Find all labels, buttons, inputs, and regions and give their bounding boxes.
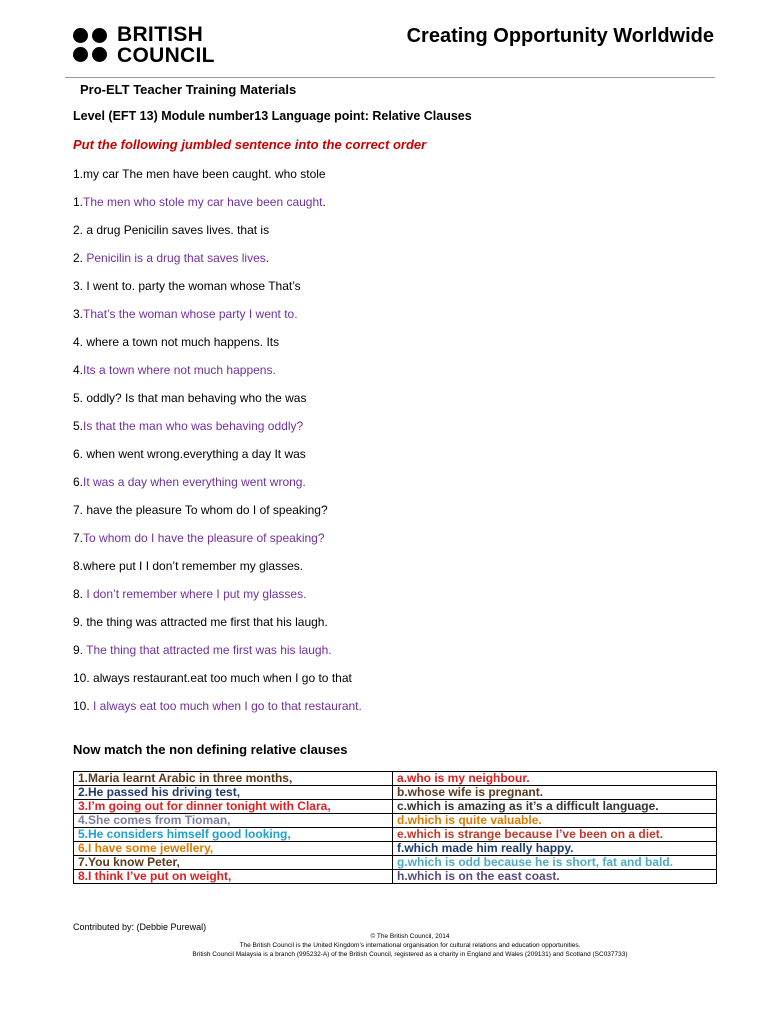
answer-number: 2. (73, 251, 87, 265)
answer-number: 3. (73, 307, 84, 321)
jumbled-sentence (73, 447, 306, 461)
jumbled-sentence (73, 503, 328, 517)
match-table (73, 771, 717, 884)
match-row (74, 870, 717, 884)
match-clause-left: 7.You know Peter, (74, 856, 393, 870)
footer-copyright: © The British Council, 2014 (370, 933, 450, 940)
jumbled-text: 3. I went to. party the woman whose That’s (73, 279, 301, 293)
jumbled-text: 10. always restaurant.eat too much when I go to that (73, 671, 352, 685)
answer-number: 1. (73, 195, 84, 209)
answer-tail: . (265, 251, 270, 265)
answer-number: 10. (73, 699, 94, 713)
jumbled-sentence (73, 671, 352, 685)
match-row (74, 800, 717, 814)
british-council-logo (73, 24, 223, 66)
answer-sentence (73, 251, 269, 265)
answer-text: The thing that attracted me first was his laugh. (86, 643, 332, 657)
match-row (74, 786, 717, 800)
answer-sentence (73, 643, 332, 657)
match-clause-left: 8.I think I’ve put on weight, (74, 870, 393, 884)
answer-sentence (73, 699, 362, 713)
jumbled-sentence (73, 559, 303, 573)
answer-number: 5. (73, 419, 84, 433)
logo-dots-icon (73, 28, 111, 66)
document-title: Pro-ELT Teacher Training Materials (80, 82, 297, 97)
answer-text: I always eat too much when I go to that restaurant. (93, 699, 362, 713)
answer-number: 7. (73, 531, 84, 545)
jumbled-text: 8.where put I I don’t remember my glasses. (73, 559, 304, 573)
match-clause-left: 2.He passed his driving test, (74, 786, 393, 800)
jumbled-text: 1.my car The men have been caught. who stole (73, 167, 326, 181)
logo-line2: COUNCIL (117, 44, 215, 67)
answer-text: That’s the woman whose party I went to. (83, 307, 298, 321)
logo-line1: BRITISH (117, 23, 204, 46)
answer-sentence (73, 195, 326, 209)
match-clause-right: h.which is on the east coast. (393, 870, 717, 884)
answer-tail: . (322, 195, 326, 209)
answer-number: 6. (73, 475, 84, 489)
match-row (74, 842, 717, 856)
match-row (74, 828, 717, 842)
match-clause-left: 3.I’m going out for dinner tonight with Clara, (74, 800, 393, 814)
jumbled-text: 6. when went wrong.everything a day It was (73, 447, 306, 461)
jumbled-text: 2. a drug Penicilin saves lives. that is (73, 223, 270, 237)
answer-text: Penicilin is a drug that saves lives (86, 251, 266, 265)
jumbled-text: 5. oddly? Is that man behaving who the was (73, 391, 307, 405)
footer-line2: The British Council is the United Kingdom’s international organisation for cultural relations and education opportunities. (239, 942, 581, 949)
match-clause-right: g.which is odd because he is short, fat and bald. (393, 856, 717, 870)
answer-sentence (73, 587, 306, 601)
jumbled-text: 9. the thing was attracted me first that his laugh. (73, 615, 328, 629)
logo-wordmark (117, 24, 215, 66)
answer-sentence (73, 419, 303, 433)
header-divider (65, 77, 715, 78)
footer-legal (150, 932, 670, 959)
tagline: Creating Opportunity Worldwide (406, 25, 714, 47)
answer-text: It was a day when everything went wrong. (83, 475, 306, 489)
match-clause-left: 5.He considers himself good looking, (74, 828, 393, 842)
match-clause-left: 1.Maria learnt Arabic in three months, (74, 772, 393, 786)
answer-sentence (73, 531, 325, 545)
match-clause-left: 6.I have some jewellery, (74, 842, 393, 856)
jumbled-sentence (73, 391, 306, 405)
jumbled-sentence (73, 167, 326, 181)
answer-text: To whom do I have the pleasure of speaking? (83, 531, 325, 545)
answer-number: 4. (73, 363, 84, 377)
level-heading: Level (EFT 13) Module number13 Language point: Relative Clauses (73, 109, 472, 123)
jumbled-sentence (73, 279, 301, 293)
answer-number: 8. (73, 587, 87, 601)
match-clause-right: d.which is quite valuable. (393, 814, 717, 828)
answer-text: The men who stole my car have been caught (83, 195, 323, 209)
match-clause-right: b.whose wife is pregnant. (393, 786, 717, 800)
match-clause-right: c.which is amazing as it’s a difficult language. (393, 800, 717, 814)
jumbled-sentence (73, 615, 328, 629)
match-clause-right: a.who is my neighbour. (393, 772, 717, 786)
jumbled-sentence (73, 335, 279, 349)
match-row (74, 814, 717, 828)
answer-sentence (73, 307, 298, 321)
answer-text: Its a town where not much happens. (83, 363, 276, 377)
answer-text: I don’t remember where I put my glasses. (86, 587, 307, 601)
match-clause-right: f.which made him really happy. (393, 842, 717, 856)
match-clause-left: 4.She comes from Tioman, (74, 814, 393, 828)
instruction-text: Put the following jumbled sentence into the correct order (73, 137, 427, 152)
answer-text: Is that the man who was behaving oddly? (83, 419, 304, 433)
contributor-credit: Contributed by: (Debbie Purewal) (73, 922, 207, 932)
match-row (74, 856, 717, 870)
match-clause-right: e.which is strange because I’ve been on a diet. (393, 828, 717, 842)
answer-sentence (73, 475, 306, 489)
answer-number: 9. (73, 643, 87, 657)
jumbled-text: 7. have the pleasure To whom do I of speaking? (73, 503, 328, 517)
answer-sentence (73, 363, 276, 377)
match-row (74, 772, 717, 786)
match-title: Now match the non defining relative clauses (73, 742, 348, 757)
footer-line3: British Council Malaysia is a branch (995232-A) of the British Council, registered as a charity in England and Wales (209131) and Scotland (SC037733) (192, 951, 628, 958)
jumbled-sentence (73, 223, 269, 237)
jumbled-text: 4. where a town not much happens. Its (73, 335, 280, 349)
